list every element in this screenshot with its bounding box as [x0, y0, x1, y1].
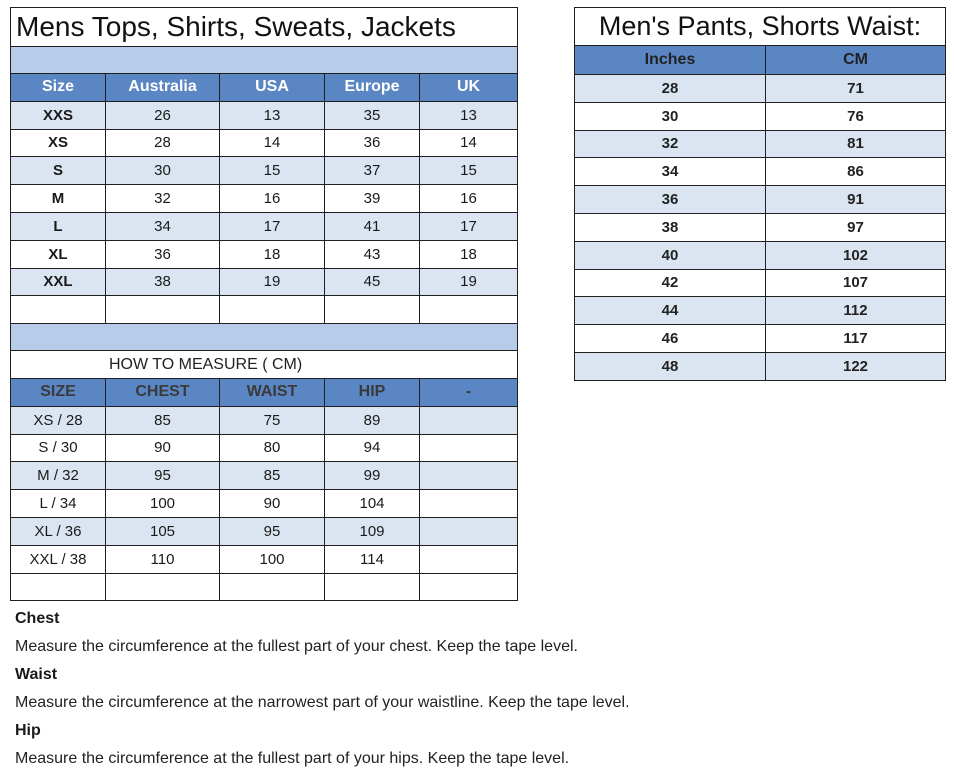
table-cell: S	[11, 157, 106, 185]
table-cell: M / 32	[11, 462, 106, 490]
table-cell: 71	[766, 75, 946, 103]
table-row	[11, 101, 518, 129]
table-cell	[420, 462, 518, 490]
table-cell: 40	[575, 241, 766, 269]
column-header: WAIST	[220, 378, 325, 406]
table-cell: 45	[325, 268, 420, 296]
table-row	[575, 75, 946, 103]
table-cell: 35	[325, 101, 420, 129]
table-row	[11, 240, 518, 268]
table-cell: XS	[11, 129, 106, 157]
table-cell: 38	[575, 213, 766, 241]
blue-band	[11, 324, 518, 351]
table-cell: 43	[325, 240, 420, 268]
table-cell: 30	[575, 102, 766, 130]
note-text-hip: Measure the circumference at the fullest part of your hips. Keep the tape level.	[15, 750, 570, 767]
table-cell: S / 30	[11, 434, 106, 462]
table-cell: 112	[766, 297, 946, 325]
table-cell: 38	[106, 268, 220, 296]
note-heading-chest: Chest	[15, 610, 60, 627]
table-cell: XXL	[11, 268, 106, 296]
table-cell: 34	[106, 212, 220, 240]
table-cell: 15	[420, 157, 518, 185]
table-row	[11, 185, 518, 213]
table-cell: 75	[220, 406, 325, 434]
table-cell: 13	[220, 101, 325, 129]
table-cell: 39	[325, 185, 420, 213]
note-text-chest: Measure the circumference at the fullest part of your chest. Keep the tape level.	[15, 638, 578, 655]
table-cell: 19	[220, 268, 325, 296]
table-cell	[420, 517, 518, 545]
empty-row	[11, 573, 518, 601]
table-cell: XL / 36	[11, 517, 106, 545]
table-cell: 100	[106, 490, 220, 518]
table-cell: 94	[325, 434, 420, 462]
how-to-measure-label: HOW TO MEASURE ( CM)	[11, 351, 518, 379]
table-cell: 76	[766, 102, 946, 130]
table-row	[11, 462, 518, 490]
note-heading-hip: Hip	[15, 722, 41, 739]
table-cell: 104	[325, 490, 420, 518]
column-header: -	[420, 378, 518, 406]
tops-table-title: Mens Tops, Shirts, Sweats, Jackets	[11, 8, 518, 47]
table-cell: 14	[220, 129, 325, 157]
table-cell: 28	[575, 75, 766, 103]
table-cell: 30	[106, 157, 220, 185]
table-cell: 28	[106, 129, 220, 157]
table-row	[11, 434, 518, 462]
table-row	[11, 517, 518, 545]
note-heading-waist: Waist	[15, 666, 58, 683]
table-cell: 36	[575, 186, 766, 214]
table-cell: 102	[766, 241, 946, 269]
table-row	[11, 268, 518, 296]
table-cell: 110	[106, 545, 220, 573]
column-header: CHEST	[106, 378, 220, 406]
table-cell	[420, 545, 518, 573]
table-cell: 41	[325, 212, 420, 240]
table-cell: 89	[325, 406, 420, 434]
table-row	[11, 157, 518, 185]
table-cell: 85	[220, 462, 325, 490]
table-cell: 34	[575, 158, 766, 186]
table-row	[11, 545, 518, 573]
table-cell: 85	[106, 406, 220, 434]
note-text-waist: Measure the circumference at the narrowest part of your waistline. Keep the tape level.	[15, 694, 630, 711]
table-cell: 122	[766, 352, 946, 380]
table-cell: 26	[106, 101, 220, 129]
table-cell: 100	[220, 545, 325, 573]
table-cell: 97	[766, 213, 946, 241]
table-cell: 15	[220, 157, 325, 185]
table-row	[575, 325, 946, 353]
column-header: Europe	[325, 74, 420, 102]
column-header: Inches	[575, 46, 766, 75]
column-header: Australia	[106, 74, 220, 102]
blue-band	[11, 47, 518, 74]
table-cell: 48	[575, 352, 766, 380]
table-cell: 95	[220, 517, 325, 545]
table-row	[575, 130, 946, 158]
table-cell: 32	[575, 130, 766, 158]
table-cell: 105	[106, 517, 220, 545]
table-row	[575, 102, 946, 130]
table-cell: 42	[575, 269, 766, 297]
table-row	[575, 213, 946, 241]
table-cell: XL	[11, 240, 106, 268]
table-cell: 86	[766, 158, 946, 186]
table-row	[575, 297, 946, 325]
column-header: UK	[420, 74, 518, 102]
table-cell: 80	[220, 434, 325, 462]
table-row	[11, 212, 518, 240]
table-cell: 107	[766, 269, 946, 297]
pants-table-title: Men's Pants, Shorts Waist:	[575, 8, 946, 46]
table-row	[575, 158, 946, 186]
table-row	[575, 269, 946, 297]
table-cell: 117	[766, 325, 946, 353]
table-cell: 32	[106, 185, 220, 213]
pants-waist-table	[574, 7, 946, 381]
table-cell: 46	[575, 325, 766, 353]
column-header: CM	[766, 46, 946, 75]
tops-header-row	[11, 74, 518, 102]
column-header: Size	[11, 74, 106, 102]
measuring-notes	[15, 609, 915, 777]
table-cell: 17	[220, 212, 325, 240]
table-cell	[420, 406, 518, 434]
empty-row	[11, 296, 518, 324]
table-cell: 17	[420, 212, 518, 240]
column-header: USA	[220, 74, 325, 102]
column-header: SIZE	[11, 378, 106, 406]
table-row	[11, 490, 518, 518]
table-cell: M	[11, 185, 106, 213]
table-cell: 36	[106, 240, 220, 268]
table-cell: 99	[325, 462, 420, 490]
table-row	[575, 186, 946, 214]
table-cell: 16	[220, 185, 325, 213]
table-cell: L / 34	[11, 490, 106, 518]
table-cell: 81	[766, 130, 946, 158]
tops-size-table	[10, 7, 518, 601]
table-cell: 18	[220, 240, 325, 268]
table-cell: 90	[106, 434, 220, 462]
table-cell: 44	[575, 297, 766, 325]
table-cell: XXS	[11, 101, 106, 129]
table-cell: 95	[106, 462, 220, 490]
table-cell: 36	[325, 129, 420, 157]
table-cell: 13	[420, 101, 518, 129]
table-cell: 18	[420, 240, 518, 268]
table-cell	[420, 490, 518, 518]
table-row	[11, 129, 518, 157]
table-cell: 19	[420, 268, 518, 296]
table-cell: XS / 28	[11, 406, 106, 434]
pants-header-row	[575, 46, 946, 75]
table-cell	[420, 434, 518, 462]
table-cell: 37	[325, 157, 420, 185]
measure-header-row	[11, 378, 518, 406]
table-cell: 14	[420, 129, 518, 157]
table-cell: 91	[766, 186, 946, 214]
table-row	[575, 352, 946, 380]
table-cell: L	[11, 212, 106, 240]
table-cell: 90	[220, 490, 325, 518]
table-row	[11, 406, 518, 434]
table-cell: XXL / 38	[11, 545, 106, 573]
table-row	[575, 241, 946, 269]
table-cell: 114	[325, 545, 420, 573]
table-cell: 16	[420, 185, 518, 213]
column-header: HIP	[325, 378, 420, 406]
table-cell: 109	[325, 517, 420, 545]
